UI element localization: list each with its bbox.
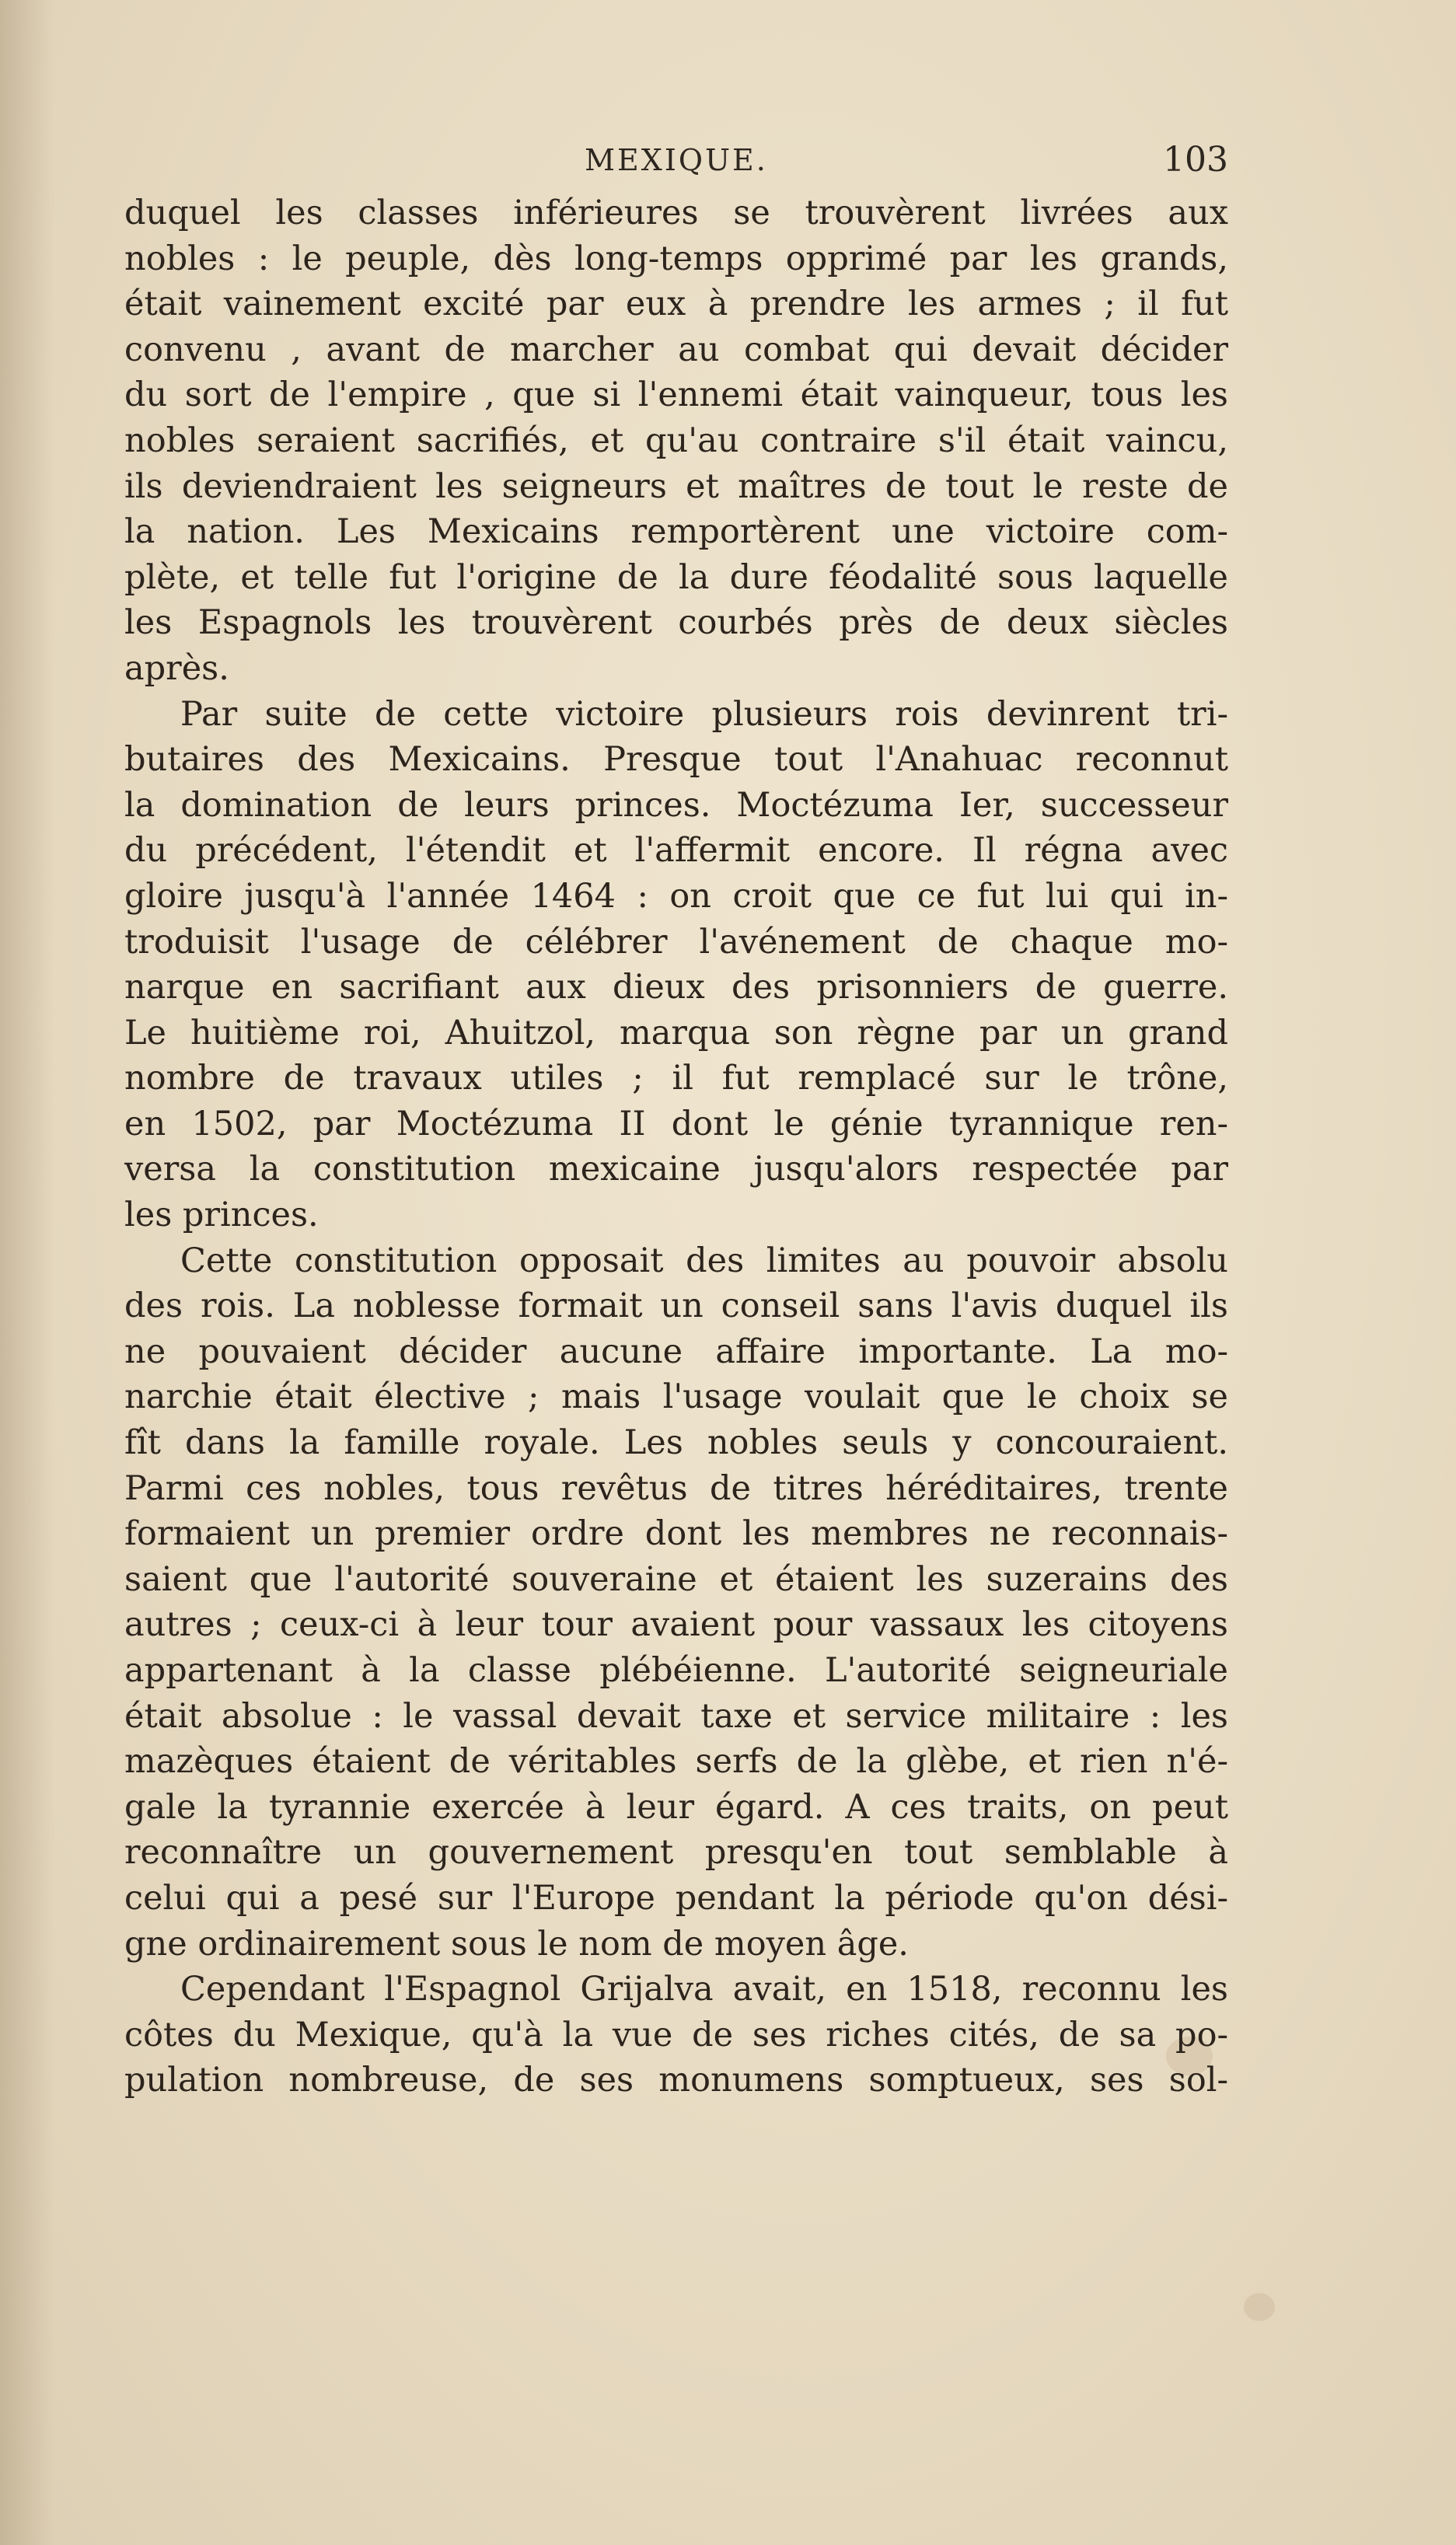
text-line: gale la tyrannie exercée à leur égard. A ces traits, on peut bbox=[124, 1787, 1228, 1827]
text-line: était vainement excité par eux à prendre les armes ; il fut bbox=[124, 285, 1228, 324]
text-line: saient que l'autorité souveraine et étaient les suzerains des bbox=[124, 1559, 1228, 1599]
text-line: ne pouvaient décider aucune affaire importante. La mo- bbox=[124, 1332, 1228, 1371]
text-line: gne ordinairement sous le nom de moyen âge. bbox=[124, 1924, 909, 1964]
text-line: Par suite de cette victoire plusieurs rois devinrent tri- bbox=[180, 694, 1228, 734]
text-line: troduisit l'usage de célébrer l'avénement de chaque mo- bbox=[124, 922, 1228, 962]
text-line: Cette constitution opposait des limites au pouvoir absolu bbox=[180, 1241, 1228, 1280]
text-line: ils deviendraient les seigneurs et maîtres de tout le reste de bbox=[124, 466, 1228, 506]
paper-stain bbox=[1244, 2293, 1275, 2321]
text-line: Le huitième roi, Ahuitzol, marqua son règne par un grand bbox=[124, 1013, 1228, 1053]
body-text bbox=[124, 190, 1228, 2103]
text-line: en 1502, par Moctézuma II dont le génie tyrannique ren- bbox=[124, 1104, 1228, 1143]
text-line: du sort de l'empire , que si l'ennemi était vainqueur, tous les bbox=[124, 375, 1228, 415]
text-line: Cependant l'Espagnol Grijalva avait, en 1518, reconnu les bbox=[180, 1970, 1228, 2009]
text-line: gloire jusqu'à l'année 1464 : on croit que ce fut lui qui in- bbox=[124, 876, 1228, 916]
text-line: des rois. La noblesse formait un conseil sans l'avis duquel ils bbox=[124, 1286, 1228, 1326]
spine-shadow bbox=[0, 0, 54, 2545]
text-line: autres ; ceux-ci à leur tour avaient pour vassaux les citoyens bbox=[124, 1605, 1228, 1645]
text-line: était absolue : le vassal devait taxe et service militaire : les bbox=[124, 1696, 1228, 1736]
text-line: les Espagnols les trouvèrent courbés près de deux siècles bbox=[124, 603, 1228, 643]
text-line: narchie était élective ; mais l'usage voulait que le choix se bbox=[124, 1377, 1228, 1417]
text-line: butaires des Mexicains. Presque tout l'Anahuac reconnut bbox=[124, 740, 1228, 780]
text-line: après. bbox=[124, 648, 229, 688]
running-head: MEXIQUE. bbox=[585, 143, 768, 177]
text-line: formaient un premier ordre dont les membres ne reconnais- bbox=[124, 1514, 1228, 1554]
text-line: mazèques étaient de véritables serfs de la glèbe, et rien n'é- bbox=[124, 1742, 1228, 1782]
text-line: celui qui a pesé sur l'Europe pendant la période qu'on dési- bbox=[124, 1878, 1228, 1918]
page-number: 103 bbox=[1163, 140, 1228, 180]
text-line: la nation. Les Mexicains remportèrent une victoire com- bbox=[124, 512, 1228, 552]
text-line: nombre de travaux utiles ; il fut remplacé sur le trône, bbox=[124, 1059, 1228, 1098]
text-line: pulation nombreuse, de ses monumens somptueux, ses sol- bbox=[124, 2061, 1228, 2100]
text-line: nobles seraient sacrifiés, et qu'au contraire s'il était vaincu, bbox=[124, 421, 1228, 460]
text-line: duquel les classes inférieures se trouvèrent livrées aux bbox=[124, 194, 1228, 232]
text-line: plète, et telle fut l'origine de la dure féodalité sous laquelle bbox=[124, 557, 1228, 597]
text-line: côtes du Mexique, qu'à la vue de ses riches cités, de sa po- bbox=[124, 2015, 1228, 2055]
text-line: narque en sacrifiant aux dieux des prisonniers de guerre. bbox=[124, 968, 1228, 1007]
page-header bbox=[124, 140, 1228, 187]
text-line: reconnaître un gouvernement presqu'en tout semblable à bbox=[124, 1833, 1228, 1873]
text-line: la domination de leurs princes. Moctézuma Ier, successeur bbox=[124, 785, 1228, 825]
text-line: appartenant à la classe plébéienne. L'autorité seigneuriale bbox=[124, 1651, 1228, 1690]
text-line: nobles : le peuple, dès long-temps opprimé par les grands, bbox=[124, 239, 1228, 278]
text-line: les princes. bbox=[124, 1196, 319, 1235]
text-line: versa la constitution mexicaine jusqu'alors respectée par bbox=[124, 1150, 1228, 1189]
text-line: Parmi ces nobles, tous revêtus de titres héréditaires, trente bbox=[124, 1468, 1228, 1508]
text-line: convenu , avant de marcher au combat qui devait décider bbox=[124, 330, 1228, 369]
text-line: du précédent, l'étendit et l'affermit encore. Il régna avec bbox=[124, 831, 1228, 871]
text-line: fît dans la famille royale. Les nobles seuls y concouraient. bbox=[124, 1423, 1228, 1463]
